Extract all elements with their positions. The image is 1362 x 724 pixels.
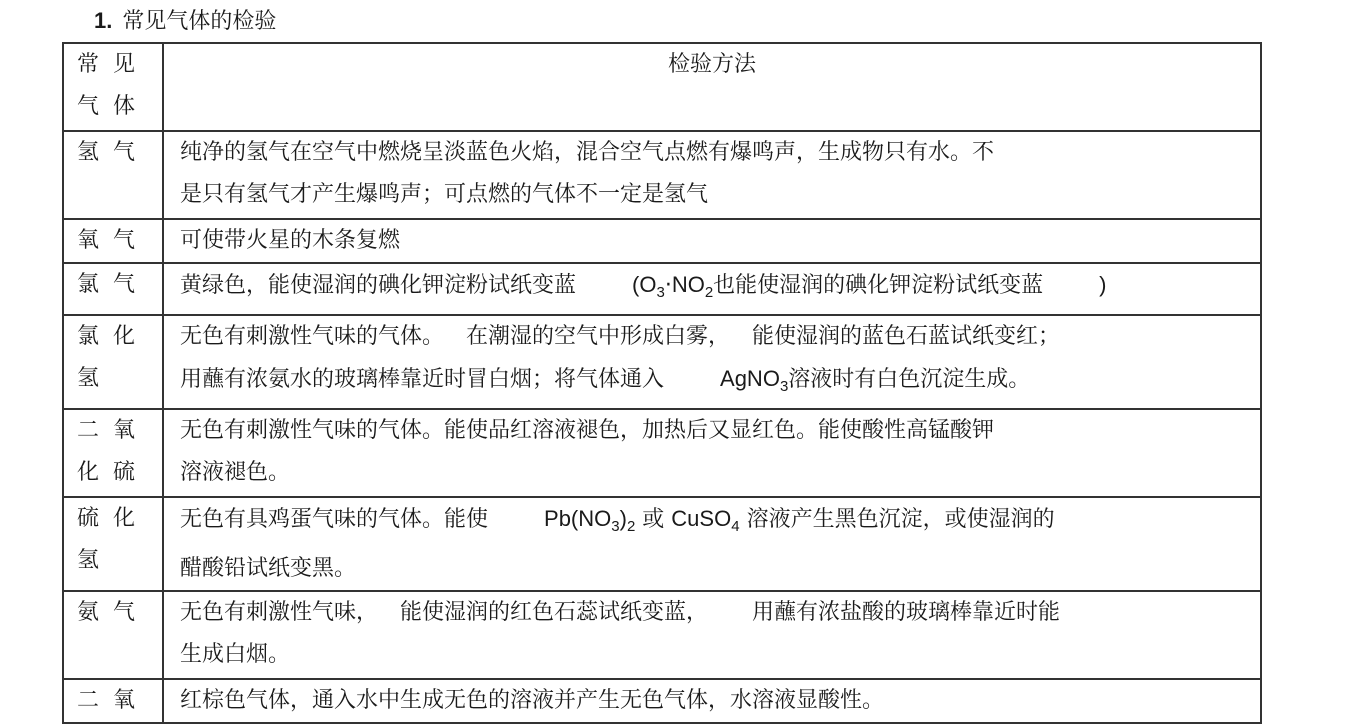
section-title: 常见气体的检验 [122, 9, 277, 34]
header-method-cell [163, 43, 1261, 131]
method-line [180, 498, 1254, 548]
method-line [180, 316, 1254, 358]
method-line: 溶液褪色。 [180, 460, 291, 485]
gas-name-cell [63, 409, 163, 497]
gas-name: 化硫 [77, 460, 150, 485]
method-cell [163, 497, 1261, 591]
method-text: 溶液时有白色沉淀生成。 [788, 367, 1031, 392]
gas-name-cell [63, 263, 163, 315]
table-header-row [63, 43, 1261, 131]
gas-name: 氢 [77, 548, 114, 573]
section-heading [94, 6, 276, 37]
subscript: 3 [779, 378, 789, 395]
gas-name: 氧气 [77, 228, 150, 253]
row-hydrogen [63, 131, 1261, 219]
method-text: 黄绿色，能使湿润的碘化钾淀粉试纸变蓝 [180, 273, 577, 298]
subscript: 4 [731, 518, 740, 535]
method-cell [163, 219, 1261, 263]
dot-separator: · [664, 273, 672, 298]
row-chlorine [63, 263, 1261, 315]
row-ammonia [63, 591, 1261, 679]
method-line: 纯净的氢气在空气中燃烧呈淡蓝色火焰，混合空气点燃有爆鸣声，生成物只有水。不 [180, 140, 995, 165]
formula-text: AgNO [720, 366, 780, 391]
row-oxygen [63, 219, 1261, 263]
method-text: 用蘸有浓氨水的玻璃棒靠近时冒白烟；将气体通入 [180, 367, 665, 392]
method-text: 能使湿润的红色石蕊试纸变蓝， [400, 600, 709, 625]
gas-name: 氯气 [77, 272, 150, 297]
method-line: 是只有氢气才产生爆鸣声；可点燃的气体不一定是氢气 [180, 182, 709, 207]
method-text: 也能使湿润的碘化钾淀粉试纸变蓝 [713, 273, 1044, 298]
subscript: 3 [611, 518, 620, 535]
row-hydrogen-chloride [63, 315, 1261, 409]
header-gas-line2: 气体 [77, 94, 150, 119]
method-text: 用蘸有浓盐酸的玻璃棒靠近时能 [752, 600, 1061, 625]
method-line: 可使带火星的木条复燃 [180, 228, 401, 253]
formula-text: NO [671, 272, 705, 297]
row-nitrogen-dioxide [63, 679, 1261, 723]
gas-name: 二氧 [77, 688, 150, 713]
subscript: 2 [626, 518, 636, 535]
method-text: 在潮湿的空气中形成白雾， [466, 324, 731, 349]
method-line: 无色有刺激性气味的气体。能使品红溶液褪色，加热后又显红色。能使酸性高锰酸钾 [180, 418, 995, 443]
method-text: 能使湿润的蓝色石蓝试纸变红； [752, 324, 1061, 349]
method-cell [163, 315, 1261, 409]
method-cell [163, 131, 1261, 219]
method-cell [163, 263, 1261, 315]
section-number: 1. [94, 8, 113, 33]
method-text: 无色有刺激性气味的气体。 [180, 324, 445, 349]
method-line [180, 358, 1254, 408]
gas-name-cell [63, 497, 163, 591]
gas-name-cell [63, 679, 163, 723]
header-method-label: 检验方法 [667, 52, 756, 77]
row-hydrogen-sulfide [63, 497, 1261, 591]
method-cell [163, 679, 1261, 723]
gas-test-table [62, 42, 1262, 724]
gas-name: 氨气 [77, 600, 150, 625]
row-sulfur-dioxide [63, 409, 1261, 497]
gas-name: 二氧 [77, 418, 150, 443]
gas-name: 硫化 [77, 506, 150, 531]
gas-name-cell [63, 131, 163, 219]
method-line: 红棕色气体，通入水中生成无色的溶液并产生无色气体，水溶液显酸性。 [180, 688, 885, 713]
method-cell [163, 591, 1261, 679]
method-text: 或 [642, 507, 665, 532]
header-gas-cell [63, 43, 163, 131]
formula-text: ) [619, 506, 627, 531]
method-text: 无色有具鸡蛋气味的气体。能使 [180, 507, 489, 532]
gas-name-cell [63, 591, 163, 679]
formula-text: ) [1099, 272, 1107, 297]
subscript: 2 [704, 284, 714, 301]
gas-name-cell [63, 315, 163, 409]
method-line [180, 592, 1254, 634]
formula-text: (O [632, 272, 657, 297]
gas-name: 氢气 [77, 140, 150, 165]
method-text: 溶液产生黑色沉淀，或使湿润的 [746, 507, 1055, 532]
formula-text: Pb(NO [544, 506, 612, 531]
method-cell [163, 409, 1261, 497]
method-text: 无色有刺激性气味， [180, 600, 379, 625]
subscript: 3 [656, 284, 665, 301]
header-gas-line1: 常见 [77, 52, 150, 77]
method-line: 醋酸铅试纸变黑。 [180, 556, 357, 581]
gas-name-cell [63, 219, 163, 263]
method-line: 生成白烟。 [180, 642, 291, 667]
gas-name: 氢 [77, 366, 114, 391]
method-line [180, 264, 1254, 314]
formula-text: CuSO [671, 506, 732, 531]
gas-name: 氯化 [77, 324, 150, 349]
